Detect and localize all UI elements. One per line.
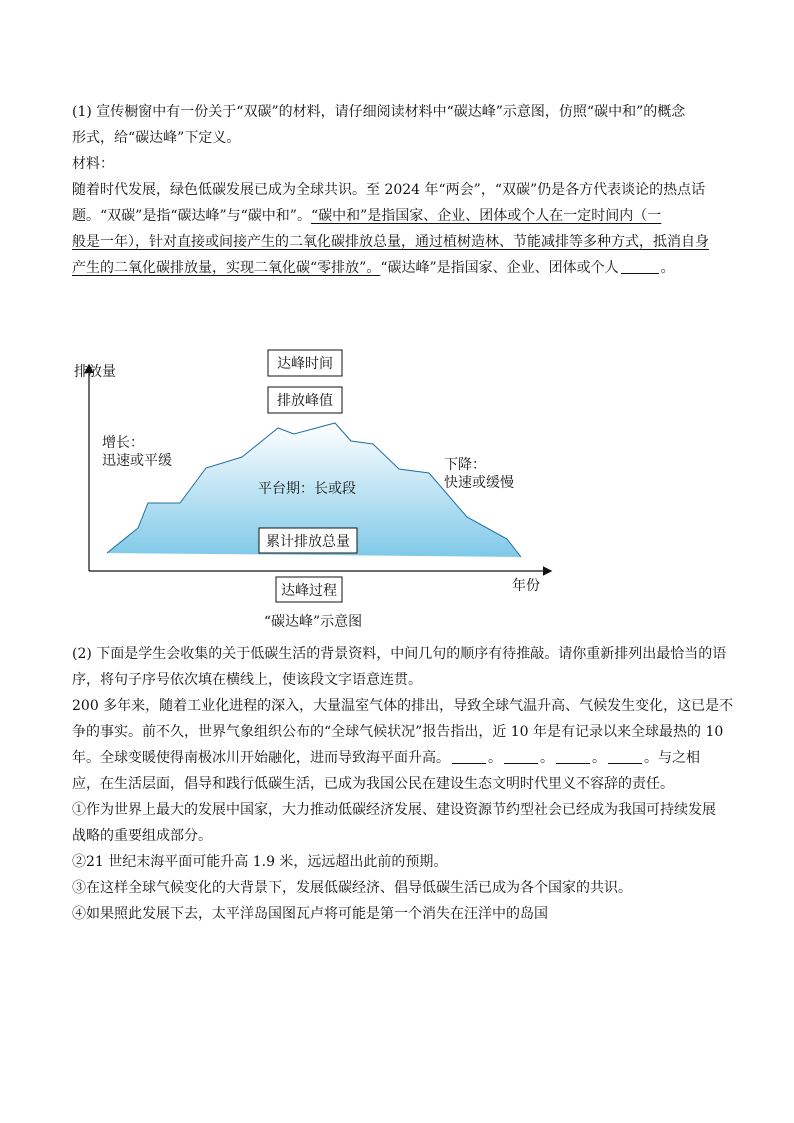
diagram-caption-text: “碳达峰”示意图 <box>263 614 363 630</box>
separator: 。 <box>592 750 606 766</box>
carbon-neutral-definition-part-1: “碳中和”是指国家、企业、团体或个人在一定时间内（一 <box>310 208 662 224</box>
option-4: ④如果照此发展下去，太平洋岛国图瓦卢将可能是第一个消失在汪洋中的岛国 <box>72 906 548 922</box>
answer-blank-1[interactable] <box>452 749 486 764</box>
carbon-neutral-definition-part-3: 产生的二氧化碳排放量，实现二氧化碳“零排放”。 <box>72 260 381 276</box>
q2-line-2: 序，将句子序号依次填在横线上，使该段文字语意连贯。 <box>72 672 422 688</box>
peak-time-label: 达峰时间 <box>277 356 333 372</box>
answer-blank-carbon-peak[interactable] <box>621 259 659 274</box>
x-axis-label: 年份 <box>512 578 540 594</box>
answer-blank-2[interactable] <box>504 749 538 764</box>
question-1 <box>72 99 724 281</box>
q1-line-3: 材料： <box>72 156 114 172</box>
q2-line-4: 争的事实。前不久，世界气象组织公布的“全球气候状况”报告指出，近 10 年是有记录以来全球最热的 10 <box>72 724 724 740</box>
peak-process-box <box>276 577 342 602</box>
answer-blank-3[interactable] <box>556 749 590 764</box>
diagram-caption <box>0 611 794 631</box>
option-1-line-2: 战略的重要组成部分。 <box>72 828 212 844</box>
q1-line-2: 形式，给“碳达峰”下定义。 <box>72 130 241 146</box>
q1-line-1: (1) 宣传橱窗中有一份关于“双碳”的材料，请仔细阅读材料中“碳达峰”示意图，仿照“碳中和”的概念 <box>72 104 686 120</box>
q1-line-7-end: 。 <box>660 260 675 276</box>
carbon-peak-prompt: “碳达峰”是指国家、企业、团体或个人 <box>380 260 619 276</box>
separator: 。 <box>488 750 502 766</box>
peak-value-label: 排放峰值 <box>277 393 333 409</box>
option-1-line-1: ①作为世界上最大的发展中国家，大力推动低碳经济发展、建设资源节约型社会已经成为我国可持续发展 <box>72 802 716 818</box>
cumulative-emission-box <box>259 528 357 553</box>
q2-line-1: (2) 下面是学生会收集的关于低碳生活的背景资料，中间几句的顺序有待推敲。请你重新排列出最恰当的语 <box>72 646 727 662</box>
q1-line-5-text: 题。“双碳”是指“碳达峰”与“碳中和”。 <box>72 208 311 224</box>
q1-line-4: 随着时代发展，绿色低碳发展已成为全球共识。至 2024 年“两会”，“双碳”仍是各方代表谈论的热点话 <box>72 182 706 198</box>
q1-line-6 <box>72 229 724 255</box>
option-2: ②21 世纪末海平面可能升高 1.9 米，远远超出此前的预期。 <box>72 854 448 870</box>
decline-label-2: 快速或缓慢 <box>444 475 514 491</box>
plateau-label: 平台期：长或段 <box>258 481 356 497</box>
question-2 <box>72 641 734 927</box>
q1-line-5 <box>72 203 724 229</box>
answer-blank-4[interactable] <box>608 749 642 764</box>
separator: 。 <box>644 750 658 766</box>
q2-line-5 <box>72 745 724 771</box>
carbon-neutral-definition-part-2: 般是一年），针对直接或间接产生的二氧化碳排放总量，通过植树造林、节能减排等多种方式，抵消自身 <box>72 234 709 250</box>
growth-label-1: 增长： <box>102 435 144 451</box>
q2-line-6: 应，在生活层面，倡导和践行低碳生活，已成为我国公民在建设生态文明时代里义不容辞的责任。 <box>72 776 674 792</box>
y-axis-label: 排放量 <box>74 364 116 380</box>
option-3: ③在这样全球气候变化的大背景下，发展低碳经济、倡导低碳生活已成为各个国家的共识。 <box>72 880 632 896</box>
q1-line-7 <box>72 255 724 281</box>
q2-line-3: 200 多年来，随着工业化进程的深入，大量温室气体的排出，导致全球气温升高、气候发生变化，这已是不 <box>72 698 734 714</box>
peak-time-box <box>268 350 342 376</box>
peak-value-box <box>268 387 342 413</box>
decline-label-1: 下降： <box>444 457 486 473</box>
q2-line-5-end: 与之相 <box>658 750 700 766</box>
peak-process-label: 达峰过程 <box>281 583 337 599</box>
cumulative-emission-label: 累计排放总量 <box>266 534 350 550</box>
carbon-peak-diagram <box>60 340 560 605</box>
q2-line-5-text: 年。全球变暖使得南极冰川开始融化，进而导致海平面升高。 <box>72 750 450 766</box>
separator: 。 <box>540 750 554 766</box>
growth-label-2: 迅速或平缓 <box>102 453 172 469</box>
